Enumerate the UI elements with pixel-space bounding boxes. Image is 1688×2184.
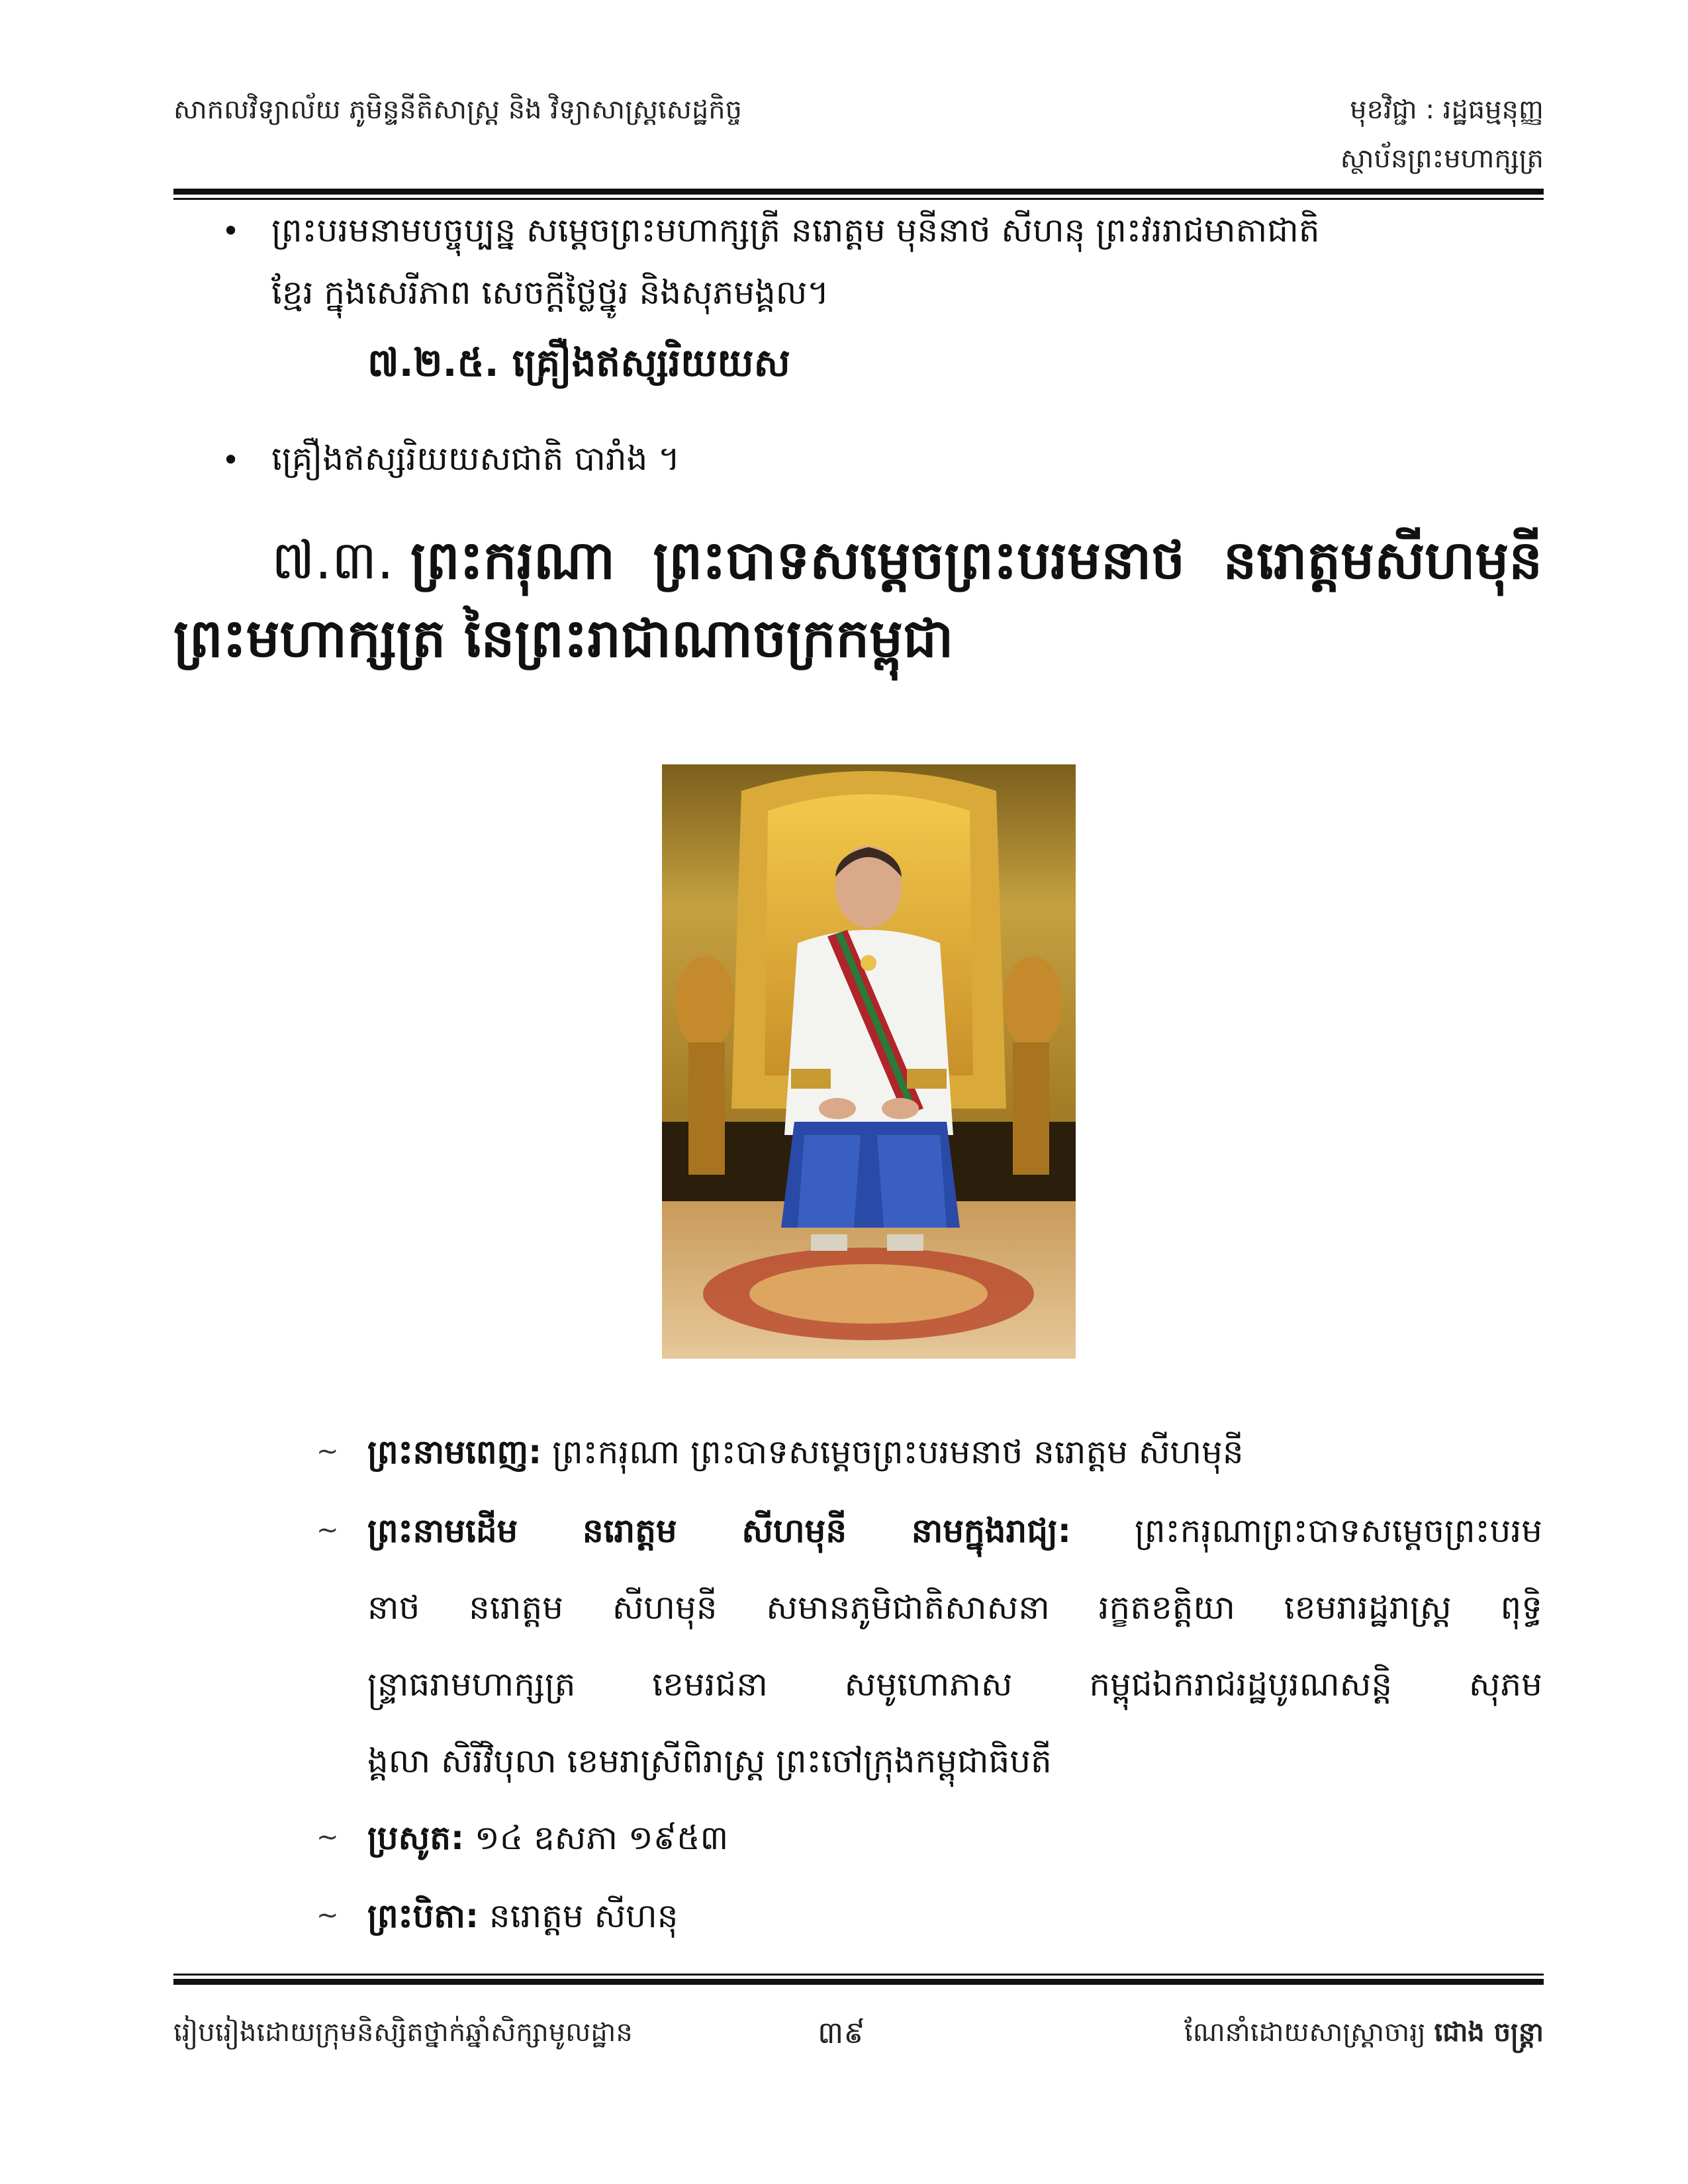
list-marker: ~: [316, 1900, 339, 1931]
bullet1-line2: ខ្មែរ ក្នុងសេរីភាព សេចក្តីថ្លៃថ្នូរ និងសុភមង្គល។: [271, 273, 829, 312]
detail-label: ប្រសូត:: [367, 1819, 464, 1857]
detail-value: ព្រះករុណា ព្រះបាទសម្តេចព្រះបរមនាថ នរោត្តម សីហមុនី: [541, 1433, 1244, 1471]
footer-supervisor: [1184, 2015, 1544, 2050]
header-university: សាកលវិទ្យាល័យ ភូមិន្ទនីតិសាស្ត្រ និង វិទ្យាសាស្ត្រសេដ្ឋកិច្ច: [173, 95, 743, 125]
detail-full-name: [367, 1420, 1244, 1484]
detail-label: ព្រះនាមដើម នរោត្តម សីហមុនី នាមក្នុងរាជ្យ:: [367, 1512, 1071, 1550]
header-chapter: ស្ថាប័នព្រះមហាក្សត្រ: [1340, 144, 1544, 174]
bullet-dot: •: [222, 442, 240, 478]
footer-prepared-by: រៀបរៀងដោយក្រុមនិស្សិតថ្នាក់ឆ្នាំសិក្សាមូលដ្ឋាន: [173, 2017, 633, 2048]
list-marker: ~: [316, 1436, 339, 1467]
detail-birth-name-line1: [367, 1499, 1542, 1563]
detail-birth-name-line2: នាថ នរោត្តម សីហមុនី សមានភូមិជាតិសាសនា រក្ខតខត្តិយា ខេមរារដ្ឋរាស្ត្រ ពុទ្ធិ: [367, 1588, 1542, 1627]
detail-birth-name-line3: ន្ទ្រាធរាមហាក្សត្រ ខេមរជនា សមូហោភាស កម្ពុជឯករាជរដ្ឋបូរណសន្តិ សុភម: [367, 1665, 1542, 1704]
detail-value: ព្រះករុណាព្រះបាទសម្តេចព្រះបរម: [1070, 1512, 1542, 1550]
section-heading-725: ៧.២.៥. គ្រឿងឥស្សរិយយស: [367, 340, 790, 385]
bullet1-line1: ព្រះបរមនាមបច្ចុប្បន្ន សម្តេចព្រះមហាក្សត្រី នរោត្តម មុនីនាថ សីហនុ ព្រះវររាជមាតាជាតិ: [271, 211, 1320, 250]
list-marker: ~: [316, 1515, 339, 1545]
detail-value: ១៤ ឧសភា ១៩៥៣: [463, 1819, 729, 1857]
page-number: ៣៩: [818, 2015, 865, 2050]
section-heading-73-line2: ព្រះមហាក្សត្រ នៃព្រះរាជាណាចក្រកម្ពុជា: [173, 608, 954, 669]
detail-birth-name-line4: ង្គលា សិរីវិបុលា ខេមរាស្រីពិរាស្ត្រ ព្រះចៅក្រុងកម្ពុជាធិបតី: [367, 1742, 1052, 1780]
footer-supervisor-prefix: ណែនាំដោយសាស្ត្រាចារ្យ: [1184, 2017, 1434, 2048]
section-heading-73-number: ៧.៣.: [271, 529, 394, 591]
footer-supervisor-name: ជោង ចន្ត្រា: [1434, 2017, 1544, 2048]
bullet2-text: គ្រឿងឥស្សរិយយសជាតិ បារាំង ។: [271, 439, 680, 478]
bullet-dot: •: [222, 213, 240, 249]
list-marker: ~: [316, 1822, 339, 1852]
detail-value: នរោត្តម សីហនុ: [478, 1897, 679, 1935]
section-heading-73-line1: ព្រះករុណា ព្រះបាទសម្តេចព្រះបរមនាថ នរោត្តមសីហមុនី: [410, 529, 1542, 591]
footer-rule-thin: [173, 1974, 1544, 1976]
header-subject: មុខវិជ្ជា : រដ្ឋធម្មនុញ្ញ: [1350, 95, 1544, 125]
footer-rule-thick: [173, 1979, 1544, 1985]
king-portrait-photo: [662, 764, 1076, 1359]
detail-birth-date: [367, 1806, 728, 1870]
header-rule-thick: [173, 189, 1544, 195]
detail-label: ព្រះបិតា:: [367, 1897, 479, 1935]
detail-father: [367, 1884, 679, 1948]
detail-label: ព្រះនាមពេញ:: [367, 1433, 542, 1471]
